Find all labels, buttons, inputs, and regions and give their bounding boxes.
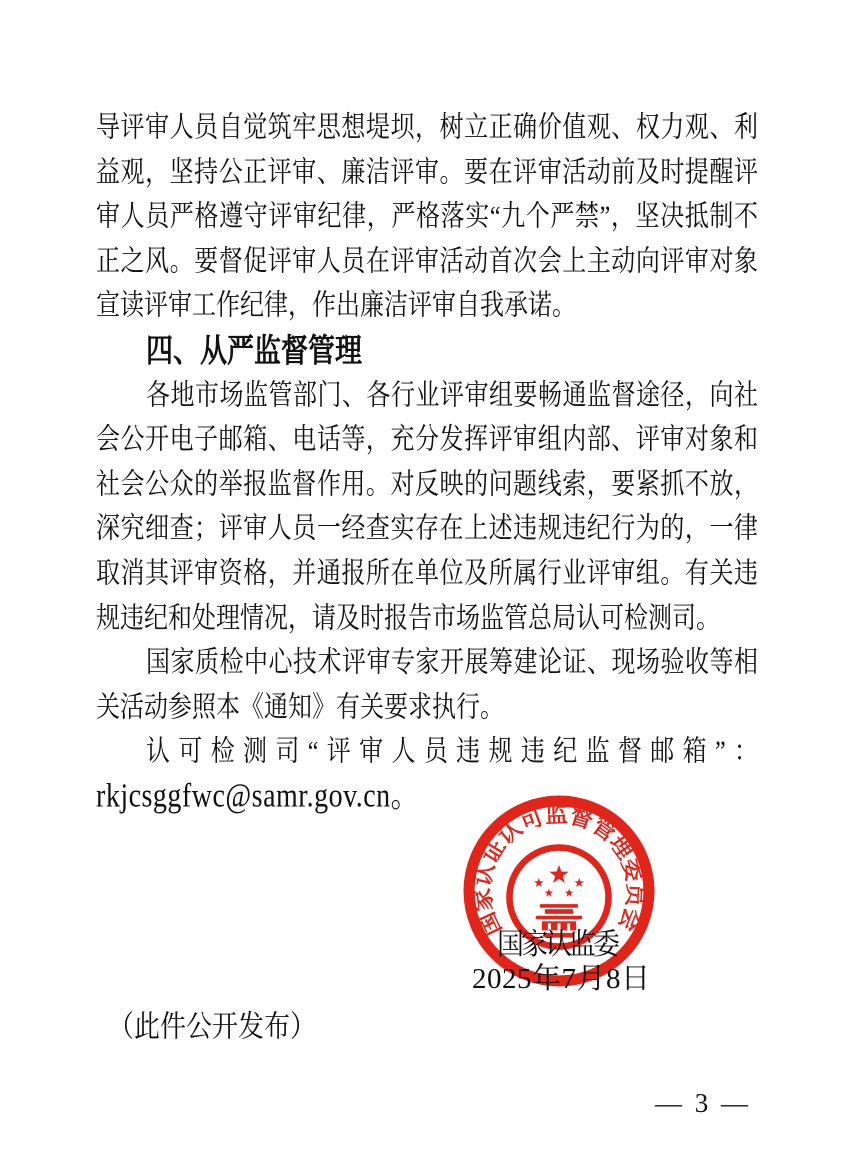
text-line: 会公开电子邮箱、电话等，充分发挥评审组内部、评审对象和: [96, 424, 758, 456]
text-line: 取消其评审资格，并通报所在单位及所属行业评审组。有关违: [96, 558, 758, 590]
text-line: 国家质检中心技术评审专家开展筹建论证、现场验收等相: [146, 647, 758, 679]
text-line: 审人员严格遵守评审纪律，严格落实“九个严禁”，坚决抵制不: [96, 201, 758, 233]
issue-date: 2025年7月8日: [472, 963, 651, 995]
section-heading: 四、从严监督管理: [146, 332, 362, 369]
page-number: — 3 —: [655, 1088, 751, 1118]
text-line: 正之风。要督促评审人员在评审活动首次会上主动向评审对象: [96, 246, 758, 278]
text-line: 关活动参照本《通知》有关要求执行。: [96, 692, 504, 724]
text-line: 规违纪和处理情况，请及时报告市场监管总局认可检测司。: [96, 602, 720, 635]
text-line: 宣读评审工作纪律，作出廉洁评审自我承诺。: [96, 290, 576, 322]
seal-ring-text: 国家认证认可监督管理委员会: [469, 801, 649, 940]
text-line: 导评审人员自觉筑牢思想堤坝，树立正确价值观、权力观、利: [96, 112, 758, 144]
supervision-email-text: rkjcsggfwc@samr.gov.cn。: [96, 777, 420, 815]
text-line: 深究细查；评审人员一经查实存在上述违规违纪行为的，一律: [96, 513, 758, 545]
public-release-note: （此件公开发布）: [108, 1009, 317, 1044]
text-line: 益观，坚持公正评审、廉洁评审。要在评审活动前及时提醒评: [96, 156, 758, 189]
document-body: [96, 106, 758, 820]
text-line: 社会公众的举报监督作用。对反映的问题线索，要紧抓不放，: [96, 469, 758, 501]
text-line: 认可检测司“评审人员违规违纪监督邮箱”：: [146, 736, 758, 768]
issuer-name: 国家认监委: [497, 927, 617, 961]
text-line: 各地市场监管部门、各行业评审组要畅通监督途径，向社: [146, 379, 758, 412]
